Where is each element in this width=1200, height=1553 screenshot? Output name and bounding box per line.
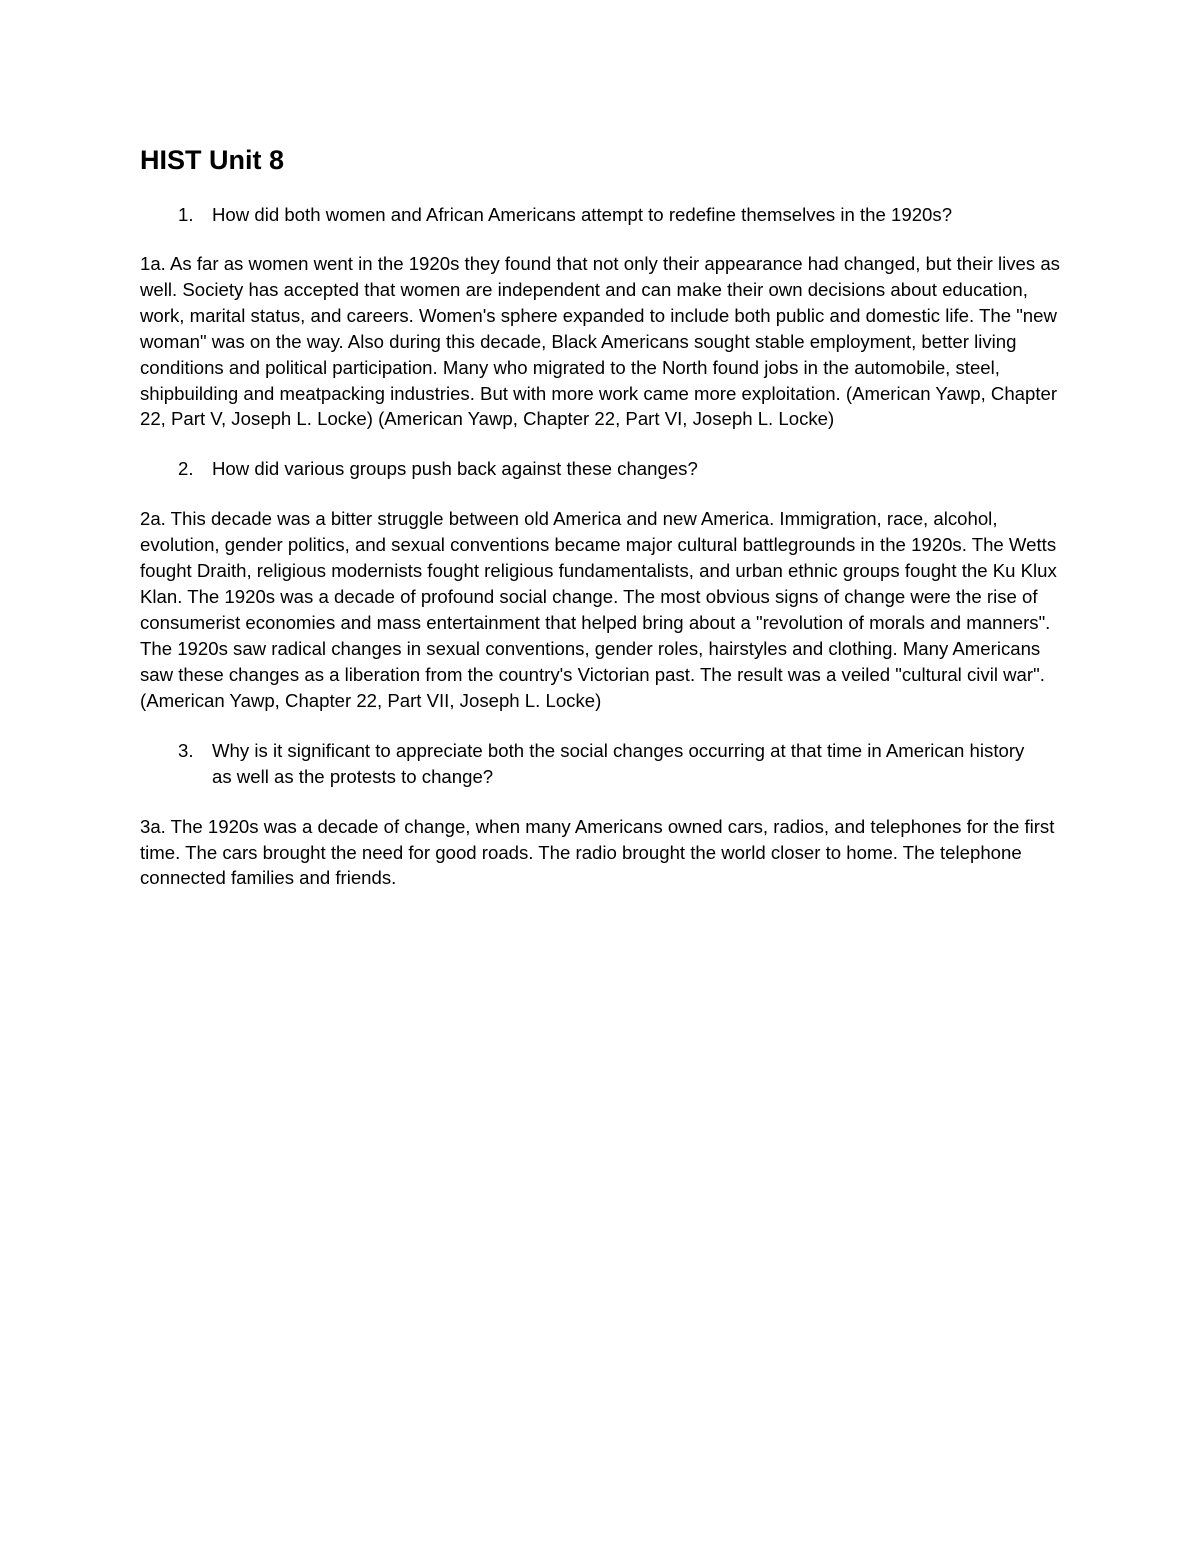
question-text: Why is it significant to appreciate both the social changes occurring at that time in American history as well as the protests to change?	[212, 739, 1025, 787]
question-2	[140, 456, 1065, 482]
question-text: How did various groups push back against these changes?	[212, 458, 698, 480]
question-number: 2.	[178, 458, 194, 480]
answer-1: 1a. As far as women went in the 1920s they found that not only their appearance had changed, but their lives as well. Society has accepted that women are independent and can make their own decisions about education, work, marital status, and careers. Women's sphere expanded to include both public and domestic life. The "new woman" was on the way. Also during this decade, Black Americans sought stable employment, better living conditions and political participation. Many who migrated to the North found jobs in the automobile, steel, shipbuilding and meatpacking industries. But with more work came more exploitation. (American Yawp, Chapter 22, Part V, Joseph L. Locke) (American Yawp, Chapter 22, Part VI, Joseph L. Locke)	[140, 253, 1060, 430]
question-number: 1.	[178, 204, 194, 225]
document-title: HIST Unit 8	[140, 145, 285, 175]
answer-3: 3a. The 1920s was a decade of change, when many Americans owned cars, radios, and telephones for the first time. The cars brought the need for good roads. The radio brought the world closer to home. The telephone connected families and friends.	[140, 815, 1055, 889]
question-number: 3.	[178, 739, 194, 761]
question-text: How did both women and African Americans attempt to redefine themselves in the 1920s?	[212, 204, 953, 225]
question-3	[140, 738, 1065, 790]
document-page	[140, 140, 1065, 891]
answer-2: 2a. This decade was a bitter struggle between old America and new America. Immigration, race, alcohol, evolution, gender politics, and sexual conventions became major cultural battlegrounds in the 1920s. The Wetts fought Draith, religious modernists fought religious fundamentalists, and urban ethnic groups fought the Ku Klux Klan. The 1920s was a decade of profound social change. The most obvious signs of change were the rise of consumerist economies and mass entertainment that helped bring about a "revolution of morals and manners". The 1920s saw radical changes in sexual conventions, gender roles, hairstyles and clothing. Many Americans saw these changes as a liberation from the country's Victorian past. The result was a veiled "cultural civil war". (American Yawp, Chapter 22, Part VII, Joseph L. Locke)	[140, 508, 1057, 711]
question-1	[140, 202, 1065, 228]
